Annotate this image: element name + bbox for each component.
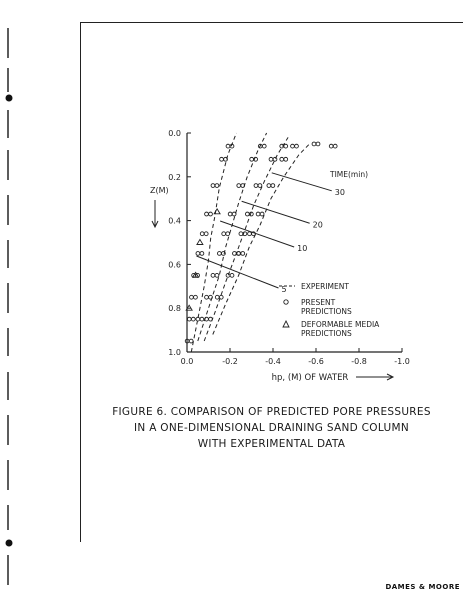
- present-prediction-point: [190, 295, 198, 299]
- present-prediction-point: [312, 142, 320, 146]
- y-tick-label: 0.0: [168, 129, 181, 138]
- footer-brand: DAMES & MOORE: [385, 583, 460, 591]
- experiment-curve-20: [204, 137, 288, 341]
- present-prediction-point: [205, 317, 213, 321]
- time-label-5: 5: [281, 285, 287, 295]
- present-prediction-point: [267, 184, 275, 188]
- present-prediction-point: [228, 212, 236, 216]
- legend-marker-present: [284, 300, 288, 304]
- x-tick-label: -1.0: [394, 357, 410, 366]
- figure-caption-line-1: FIGURE 6. COMPARISON OF PREDICTED PORE PRESSURES: [112, 406, 431, 418]
- present-prediction-point: [226, 144, 234, 148]
- present-prediction-point: [254, 184, 262, 188]
- present-prediction-point: [205, 212, 213, 216]
- x-tick-label: -0.4: [265, 357, 281, 366]
- x-axis-label: hp, (M) OF WATER: [271, 373, 349, 383]
- x-tick-label: -0.6: [308, 357, 324, 366]
- present-prediction-point: [211, 273, 219, 277]
- figure-caption-line-2: IN A ONE-DIMENSIONAL DRAINING SAND COLUMN: [134, 422, 409, 434]
- present-prediction-point: [237, 184, 245, 188]
- experiment-curve-30: [213, 144, 310, 335]
- y-axis-label: Z(M): [150, 186, 169, 195]
- present-prediction-point: [291, 144, 299, 148]
- x-tick-label: 0.0: [180, 357, 194, 366]
- experiment-curve-10: [198, 133, 267, 341]
- figure-caption-line-3: WITH EXPERIMENTAL DATA: [197, 438, 346, 450]
- present-prediction-point: [222, 232, 230, 236]
- present-prediction-point: [187, 317, 195, 321]
- legend-label: DEFORMABLE MEDIA: [301, 320, 380, 329]
- present-prediction-point: [329, 144, 337, 148]
- present-prediction-point: [215, 295, 223, 299]
- deformable-prediction-point: [214, 209, 220, 214]
- present-prediction-point: [205, 295, 213, 299]
- time-label-10: 10: [297, 243, 308, 253]
- legend-label: PREDICTIONS: [301, 329, 352, 338]
- present-prediction-point: [256, 212, 264, 216]
- present-prediction-point: [211, 184, 219, 188]
- present-prediction-point: [196, 317, 204, 321]
- x-tick-label: -0.2: [222, 357, 238, 366]
- legend-marker-deformable: [283, 321, 289, 327]
- x-tick-label: -0.8: [351, 357, 367, 366]
- present-prediction-point: [269, 157, 277, 161]
- present-prediction-point: [200, 232, 208, 236]
- time-label: TIME(min): [330, 170, 368, 179]
- time-callout-line-5: [197, 256, 279, 288]
- time-label-20: 20: [312, 220, 323, 230]
- y-tick-label: 0.6: [168, 260, 181, 270]
- time-callout-line-30: [272, 173, 332, 191]
- time-callout-line-10: [220, 221, 294, 247]
- present-prediction-point: [226, 273, 234, 277]
- y-tick-label: 1.0: [168, 348, 181, 357]
- y-tick-label: 0.4: [168, 216, 181, 226]
- legend-label: PREDICTIONS: [301, 307, 352, 316]
- y-tick-label: 0.2: [168, 172, 181, 182]
- time-label-30: 30: [334, 187, 345, 197]
- y-tick-label: 0.8: [168, 304, 181, 314]
- legend-label: EXPERIMENT: [301, 282, 349, 291]
- present-prediction-point: [237, 252, 245, 256]
- present-prediction-point: [245, 212, 253, 216]
- deformable-prediction-point: [197, 240, 203, 245]
- legend-label: PRESENT: [301, 298, 336, 307]
- present-prediction-point: [196, 252, 204, 256]
- present-prediction-point: [280, 157, 288, 161]
